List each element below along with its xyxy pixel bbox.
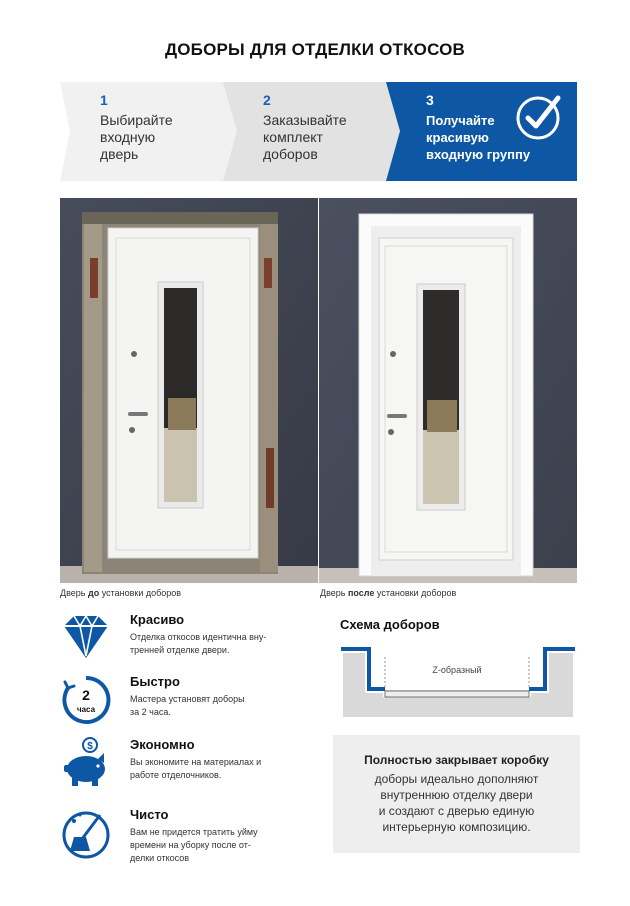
- caption-text: установки доборов: [99, 588, 182, 598]
- clock-badge-unit: часа: [76, 705, 96, 714]
- info-body: доборы идеально дополняют внутреннюю отделку двери и создают с дверью единую интерьерную композицию.: [374, 772, 539, 834]
- clock-badge: 2: [82, 687, 90, 703]
- photo-after: [319, 198, 577, 583]
- scheme-label: Z-образный: [432, 665, 482, 675]
- svg-text:$: $: [87, 741, 93, 752]
- steps-bar: [60, 82, 577, 181]
- caption-text: установки доборов: [374, 588, 457, 598]
- caption-text: Дверь: [60, 588, 88, 598]
- feature-text: Вы экономите на материалах и работе отделочников.: [130, 757, 262, 780]
- info-heading: Полностью закрывает коробку: [364, 753, 549, 767]
- z-profile-scheme: [335, 637, 580, 717]
- diamond-icon: [60, 612, 112, 664]
- step-arrow-3: [60, 82, 577, 181]
- caption-emphasis: до: [87, 588, 100, 598]
- step-number: 3: [426, 92, 434, 108]
- piggy-bank-icon: [60, 737, 112, 789]
- caption-before: [60, 588, 181, 598]
- broom-icon: [60, 807, 112, 859]
- step-number: 2: [263, 92, 271, 108]
- page-title: ДОБОРЫ ДЛЯ ОТДЕЛКИ ОТКОСОВ: [164, 40, 466, 59]
- clock-2-hours-icon: [60, 674, 112, 726]
- caption-text: Дверь: [320, 588, 348, 598]
- door-after-illustration: [319, 198, 577, 583]
- photo-before: [60, 198, 318, 583]
- caption-after: [320, 588, 456, 598]
- step-text: Получайте красивую входную группу: [426, 113, 531, 162]
- info-box: [333, 735, 580, 853]
- feature-text: Отделка откосов идентична вну- тренней отделке двери.: [130, 632, 267, 655]
- step-text: Заказывайте комплект доборов: [263, 112, 347, 162]
- feature-text: Мастера установят доборы за 2 часа.: [130, 694, 245, 717]
- feature-title: Чисто: [130, 807, 169, 822]
- door-before-illustration: [60, 198, 318, 583]
- feature-title: Экономно: [130, 737, 195, 752]
- step-text: Выбирайте входную дверь: [100, 112, 173, 162]
- feature-text: Вам не придется тратить уйму времени на уборку после от- делки откосов: [130, 827, 258, 863]
- feature-title: Красиво: [130, 612, 185, 627]
- feature-title: Быстро: [130, 674, 180, 689]
- step-number: 1: [100, 92, 108, 108]
- scheme-title: Схема доборов: [340, 617, 440, 632]
- caption-emphasis: после: [347, 588, 375, 598]
